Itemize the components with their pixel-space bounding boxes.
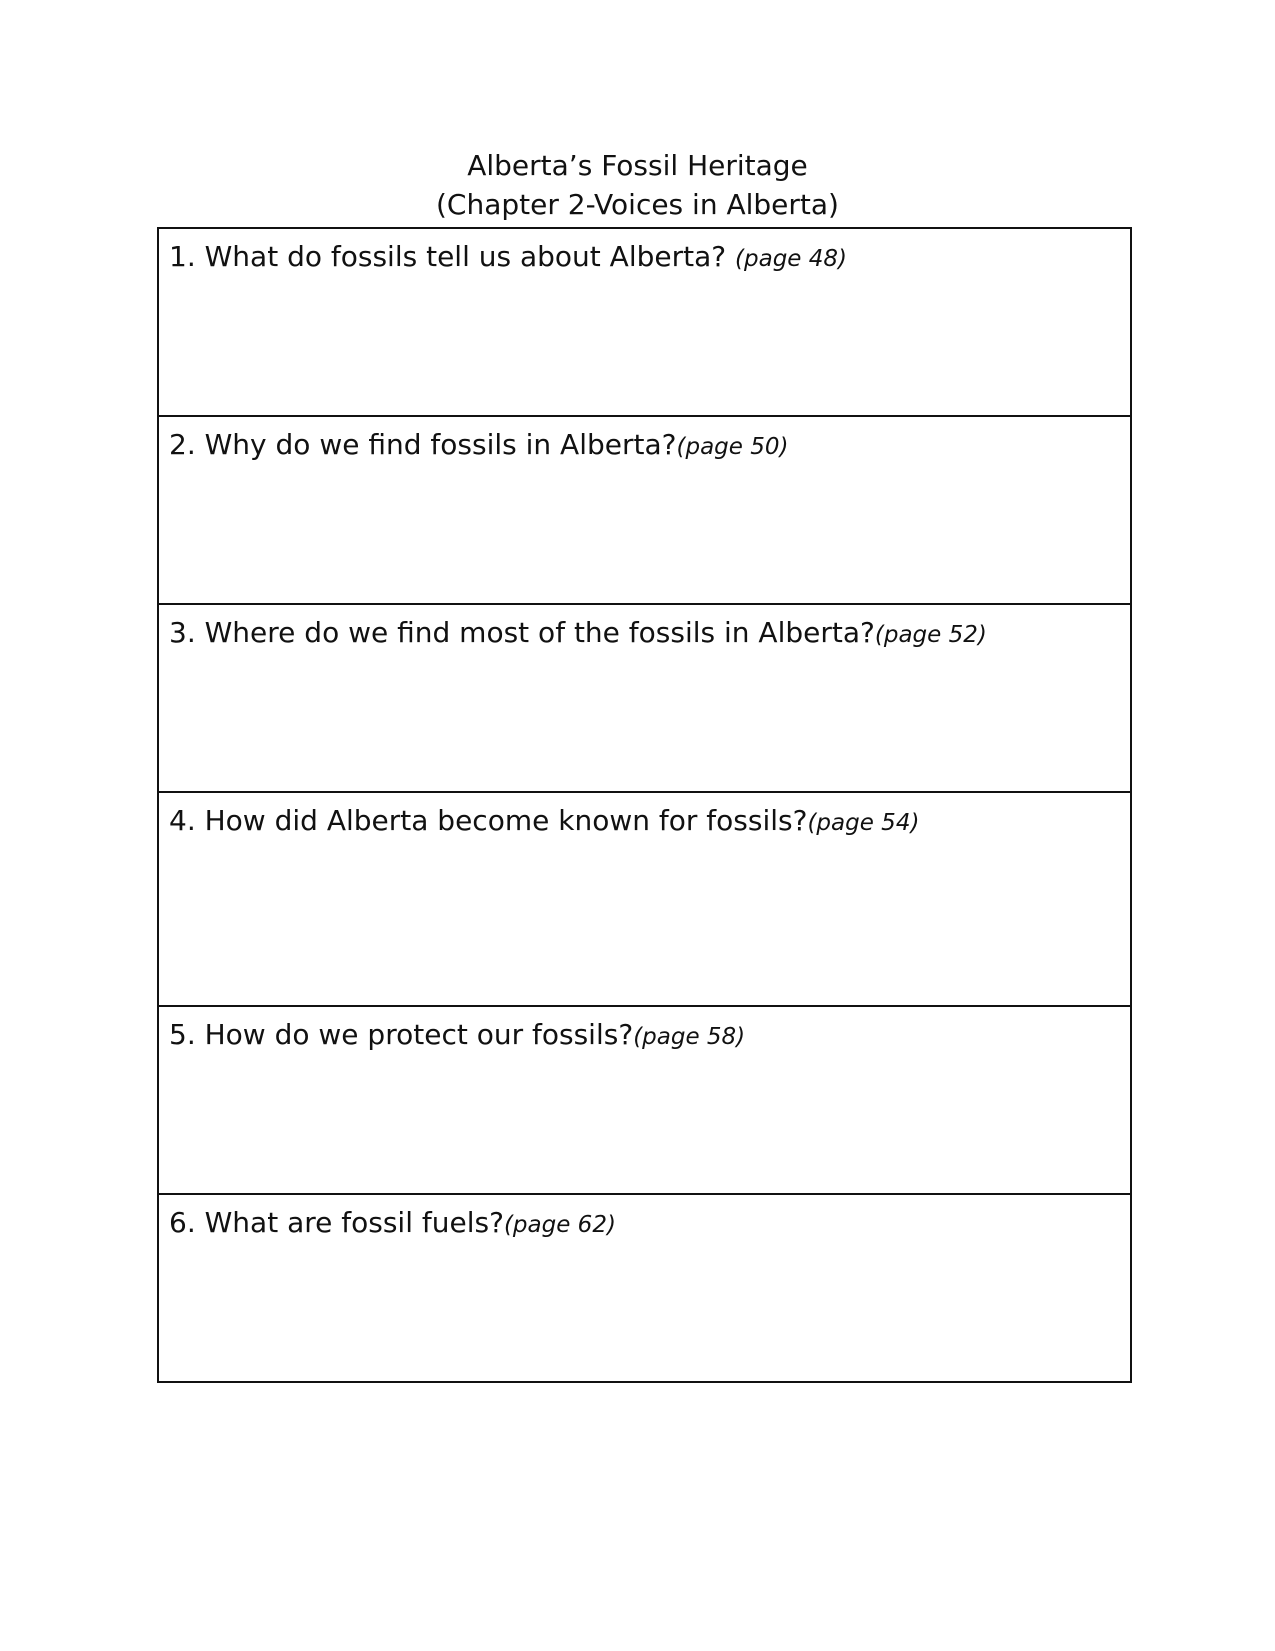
question-page-ref-3: (page 52) bbox=[874, 622, 987, 648]
question-text-5: 5. How do we protect our fossils? bbox=[169, 1018, 634, 1051]
answer-box-1[interactable] bbox=[158, 228, 1131, 416]
question-text-1: 1. What do fossils tell us about Alberta? bbox=[169, 240, 736, 273]
answer-box-2[interactable] bbox=[158, 416, 1131, 604]
question-row-6 bbox=[158, 1194, 1131, 1382]
question-page-ref-6: (page 62) bbox=[503, 1212, 616, 1238]
question-page-ref-1: (page 48) bbox=[735, 246, 847, 272]
question-row-2 bbox=[158, 416, 1131, 604]
question-row-3 bbox=[158, 604, 1131, 792]
answer-box-6[interactable] bbox=[158, 1194, 1131, 1382]
worksheet-title: Alberta’s Fossil Heritage bbox=[467, 149, 808, 182]
worksheet-header bbox=[0, 146, 1275, 224]
question-row-5 bbox=[158, 1006, 1131, 1194]
question-row-1 bbox=[158, 228, 1131, 416]
question-page-ref-5: (page 58) bbox=[633, 1024, 746, 1050]
worksheet-subtitle: (Chapter 2-Voices in Alberta) bbox=[436, 188, 839, 221]
answer-box-4[interactable] bbox=[158, 792, 1131, 1006]
question-row-4 bbox=[158, 792, 1131, 1006]
question-text-2: 2. Why do we find fossils in Alberta? bbox=[169, 428, 677, 461]
question-text-6: 6. What are fossil fuels? bbox=[169, 1206, 504, 1239]
question-table bbox=[157, 227, 1132, 1383]
answer-box-3[interactable] bbox=[158, 604, 1131, 792]
question-text-4: 4. How did Alberta become known for fossils? bbox=[169, 804, 808, 837]
answer-box-5[interactable] bbox=[158, 1006, 1131, 1194]
question-page-ref-4: (page 54) bbox=[807, 810, 920, 836]
question-text-3: 3. Where do we find most of the fossils in Alberta? bbox=[169, 616, 875, 649]
question-page-ref-2: (page 50) bbox=[676, 434, 789, 460]
